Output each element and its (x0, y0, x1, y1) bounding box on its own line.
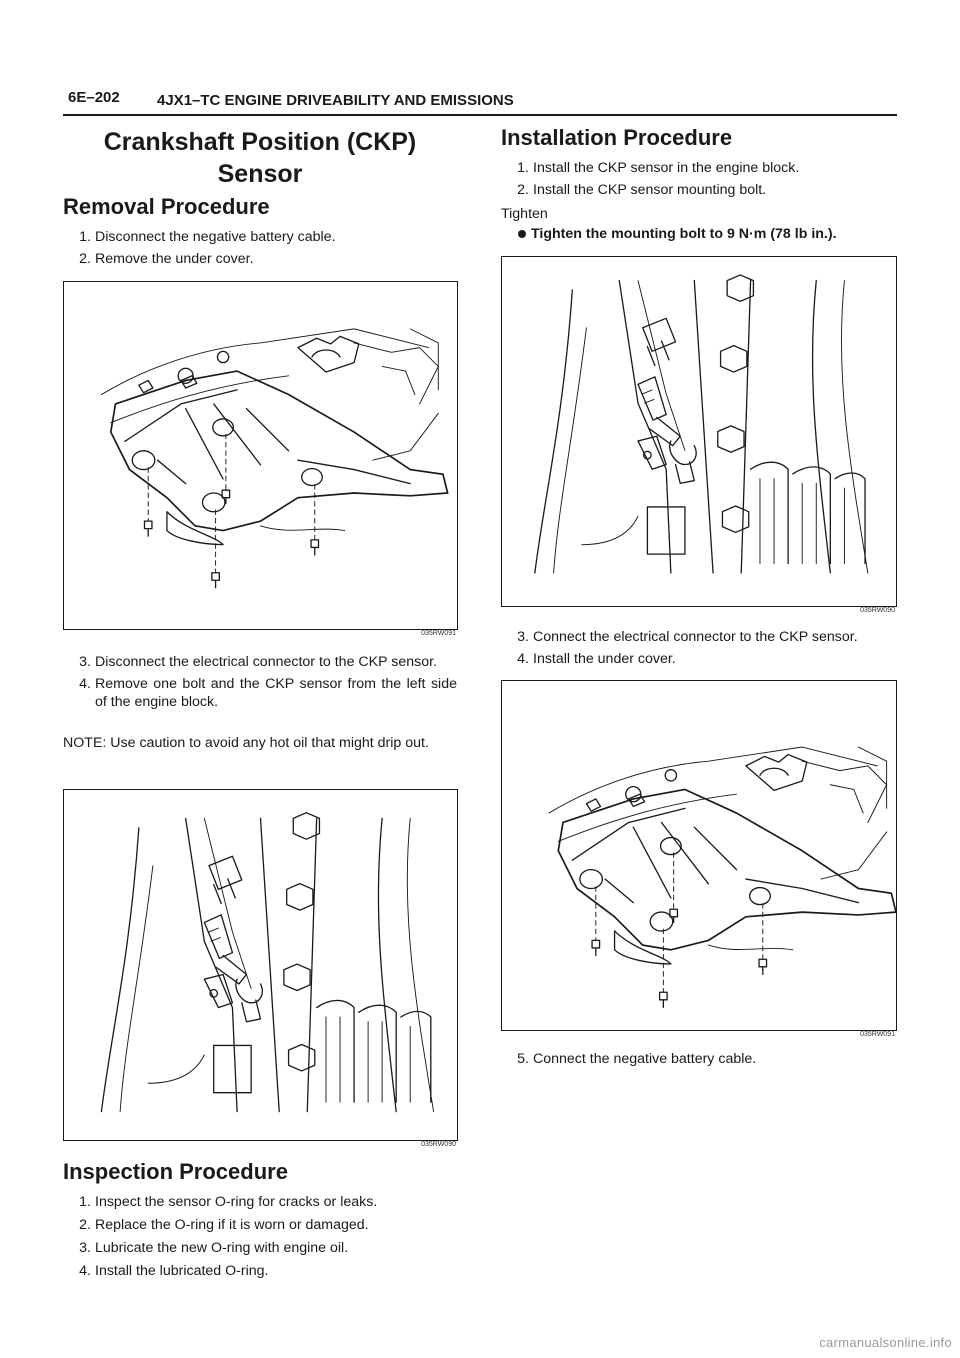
figure-ckp-sensor-removal (63, 789, 458, 1141)
installation-heading: Installation Procedure (501, 125, 733, 150)
list-item: 4. Remove one bolt and the CKP sensor from the left side of the engine block. (79, 676, 457, 710)
list-item: 2. Install the CKP sensor mounting bolt. (517, 182, 767, 198)
section-title (63, 126, 457, 190)
ckp-sensor-illustration (64, 790, 457, 1140)
install-steps-c (501, 1050, 897, 1068)
torque-spec: Tighten the mounting bolt to 9 N·m (78 lb in.). (531, 226, 837, 242)
list-item: 4. Install the under cover. (517, 651, 676, 667)
removal-heading: Removal Procedure (63, 194, 270, 219)
section-title-line-2: Sensor (217, 160, 303, 188)
figure-ckp-sensor-install (501, 256, 897, 607)
list-item: 3. Connect the electrical connector to the CKP sensor. (517, 629, 858, 645)
list-item: 1. Install the CKP sensor in the engine block. (517, 160, 800, 176)
figure-caption: 035RW090 (860, 607, 895, 614)
list-item: 2. Replace the O-ring if it is worn or damaged. (79, 1217, 369, 1233)
list-item: 1. Inspect the sensor O-ring for cracks or leaks. (79, 1194, 378, 1210)
list-item: 3. Lubricate the new O-ring with engine oil. (79, 1240, 349, 1256)
figure-caption: 035RW091 (421, 630, 456, 637)
list-item: 1. Disconnect the negative battery cable. (79, 229, 336, 245)
header-rule (63, 114, 897, 116)
under-cover-illustration (64, 282, 457, 629)
page-number: 6E–202 (68, 89, 120, 106)
manual-title: 4JX1–TC ENGINE DRIVEABILITY AND EMISSIONS (157, 92, 514, 109)
removal-steps-b (63, 653, 457, 711)
list-item: 5. Connect the negative battery cable. (517, 1051, 757, 1067)
tighten-label: Tighten (501, 206, 548, 222)
list-item: 3. Disconnect the electrical connector to the CKP sensor. (79, 654, 437, 670)
list-item: 4. Install the lubricated O-ring. (79, 1263, 269, 1279)
inspection-heading: Inspection Procedure (63, 1159, 288, 1184)
figure-caption: 035RW091 (860, 1031, 895, 1038)
list-item: 2. Remove the under cover. (79, 251, 254, 267)
ckp-sensor-illustration (502, 257, 896, 606)
tighten-spec (518, 224, 837, 244)
under-cover-illustration (502, 681, 896, 1030)
install-steps-b (501, 628, 897, 668)
figure-caption: 035RW090 (421, 1141, 456, 1148)
figure-under-cover-install (501, 680, 897, 1031)
bullet-icon (518, 230, 526, 238)
removal-steps-a (63, 228, 457, 268)
watermark: carmanualsonline.info (819, 1335, 952, 1350)
install-steps-a (501, 159, 897, 199)
section-title-line-1: Crankshaft Position (CKP) (103, 128, 417, 156)
figure-under-cover-removal (63, 281, 458, 630)
caution-note: NOTE: Use caution to avoid any hot oil that might drip out. (63, 735, 429, 751)
inspection-steps (63, 1193, 457, 1280)
